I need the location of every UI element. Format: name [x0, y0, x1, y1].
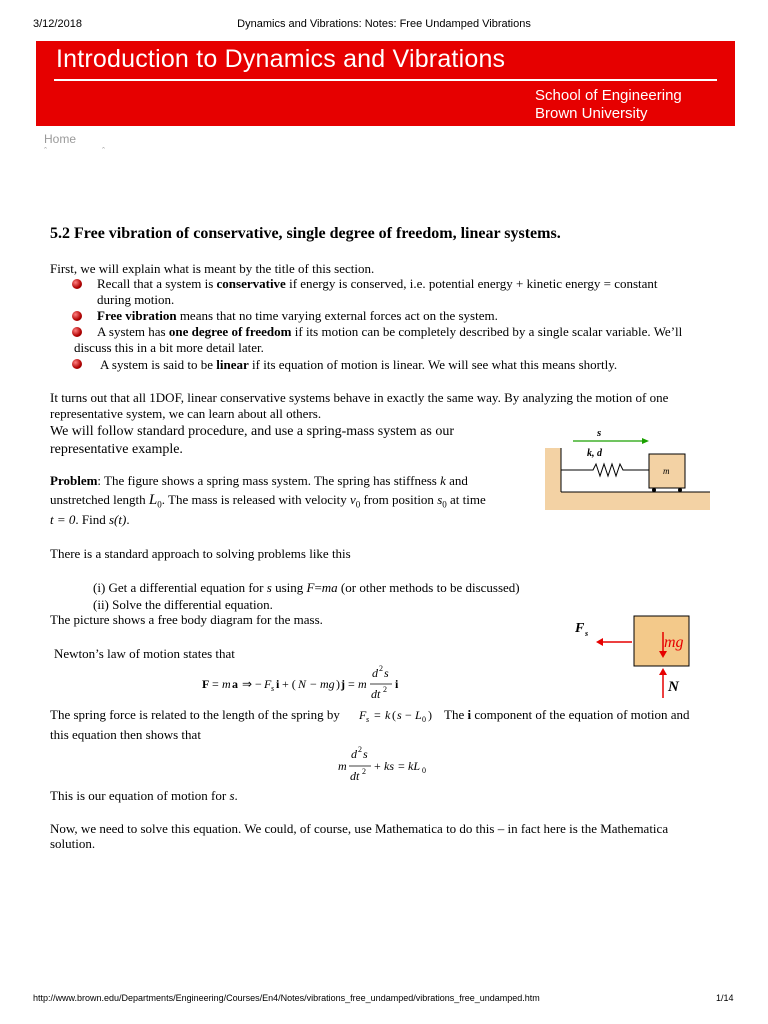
- svg-text:): ): [336, 677, 340, 691]
- svg-text:F: F: [264, 677, 272, 691]
- banner-school: School of Engineering: [535, 87, 682, 104]
- equation-of-motion: [336, 742, 446, 788]
- bullet-icon: [72, 327, 82, 337]
- svg-text:0: 0: [422, 766, 426, 775]
- step-2: (ii) Solve the differential equation.: [93, 597, 273, 612]
- svg-text:s: s: [384, 666, 389, 680]
- svg-text:m: m: [338, 759, 347, 773]
- step-1: (i) Get a differential equation for s using F=ma (or other methods to be discussed): [93, 580, 520, 595]
- svg-text:ks: ks: [384, 759, 394, 773]
- svg-text:(: (: [392, 708, 396, 722]
- bullet-dof-cont: discuss this in a bit more detail later.: [74, 340, 264, 355]
- svg-text:2: 2: [383, 685, 387, 694]
- spring-force-label: F: [575, 621, 585, 636]
- normal-force-label: N: [668, 679, 679, 695]
- spring-text-line1: The spring force is related to the length of the spring by: [50, 707, 340, 722]
- normal-force-arrowhead: [659, 668, 667, 675]
- svg-text:i: i: [276, 677, 280, 691]
- bullet-dof: A system has one degree of freedom if its motion can be completely described by a single scalar variable. We’ll: [97, 324, 683, 339]
- svg-text:F: F: [202, 677, 210, 691]
- para1-line1: It turns out that all 1DOF, linear conservative systems behave in exactly the same way. By analyzing the motion of one: [50, 390, 669, 405]
- bullet-conservative-cont: during motion.: [97, 292, 175, 307]
- solve-text-line1: Now, we need to solve this equation. We could, of course, use Mathematica to do this – in fact here is the Mathematica: [50, 821, 669, 836]
- svg-text:L: L: [415, 708, 422, 722]
- intro-text: First, we will explain what is meant by the title of this section.: [50, 261, 375, 276]
- spring-label: k, d: [587, 448, 602, 459]
- footer-url: http://www.brown.edu/Departments/Engineering/Courses/En4/Notes/vibrations_free_undamped/vibrations_free_undamped.htm: [33, 993, 540, 1003]
- spring-text-line1b: The i component of the equation of motion and: [444, 707, 690, 722]
- spring-text-line2: this equation then shows that: [50, 727, 201, 742]
- newton-equation: [200, 662, 420, 706]
- bullet-icon: [72, 311, 82, 321]
- nav-truncated-marks: ˆ ˆ: [44, 146, 106, 156]
- svg-text:j: j: [341, 677, 345, 691]
- newton-text: Newton’s law of motion states that: [54, 646, 235, 661]
- solve-text-line2: solution.: [50, 836, 96, 851]
- section-heading: 5.2 Free vibration of conservative, single degree of freedom, linear systems.: [50, 225, 561, 242]
- svg-text:): ): [428, 708, 432, 722]
- svg-text:N: N: [298, 677, 307, 691]
- banner-divider: [54, 79, 717, 81]
- para2-line1: We will follow standard procedure, and use a spring-mass system as our: [50, 424, 454, 439]
- svg-text:+: +: [374, 759, 381, 773]
- print-title: Dynamics and Vibrations: Notes: Free Undamped Vibrations: [237, 18, 531, 30]
- svg-text:0: 0: [422, 715, 426, 724]
- svg-text:+ (: + (: [282, 677, 296, 691]
- home-link[interactable]: Home: [44, 132, 77, 146]
- mass-label: m: [663, 466, 670, 476]
- spring-force-subscript: s: [585, 629, 589, 638]
- banner-university: Brown University: [535, 105, 648, 122]
- svg-text:⇒ −: ⇒ −: [242, 677, 262, 691]
- spring-mass-figure: [545, 424, 710, 510]
- position-arrowhead: [642, 438, 649, 444]
- svg-text:m: m: [222, 677, 231, 691]
- approach-text: There is a standard approach to solving problems like this: [50, 546, 351, 561]
- svg-text:mg: mg: [320, 677, 335, 691]
- svg-text:2: 2: [358, 745, 362, 754]
- bullet-icon: [72, 359, 82, 369]
- svg-text:=: =: [398, 759, 405, 773]
- bullet-conservative: Recall that a system is conservative if energy is conserved, i.e. potential energy + kinetic energy = constant: [97, 276, 658, 291]
- svg-text:dt: dt: [350, 769, 360, 783]
- free-body-diagram: [570, 614, 695, 704]
- spring-force-arrowhead: [596, 638, 603, 646]
- print-date: 3/12/2018: [33, 18, 82, 30]
- svg-text:a: a: [232, 677, 238, 691]
- svg-text:=: =: [212, 677, 219, 691]
- problem-line3: t = 0. Find s(t).: [50, 512, 130, 527]
- gravity-label: mg: [664, 634, 684, 651]
- svg-text:k: k: [385, 708, 391, 722]
- svg-text:=: =: [374, 708, 381, 722]
- svg-text:d: d: [372, 666, 378, 680]
- para2-line2: representative example.: [50, 442, 183, 457]
- wheel: [678, 488, 682, 492]
- svg-text:s: s: [363, 747, 368, 761]
- problem-line2: unstretched length $L_0$. The mass is released with velocity $v_0$ from position $s_0$ at time: [50, 492, 486, 510]
- svg-text:=: =: [348, 677, 355, 691]
- problem-line1: Problem: The figure shows a spring mass system. The spring has stiffness k and: [50, 473, 468, 488]
- para1-line2: representative system, we can learn about all others.: [50, 406, 322, 421]
- svg-text:dt: dt: [371, 687, 381, 701]
- svg-text:−: −: [405, 708, 412, 722]
- svg-text:F: F: [359, 708, 367, 722]
- svg-text:kL: kL: [408, 759, 420, 773]
- svg-text:−: −: [310, 677, 317, 691]
- svg-text:i: i: [395, 677, 399, 691]
- bullet-icon: [72, 279, 82, 289]
- svg-text:s: s: [366, 715, 370, 724]
- svg-text:m: m: [358, 677, 367, 691]
- footer-page-number: 1/14: [716, 993, 734, 1003]
- spring-force-equation: [355, 704, 445, 726]
- svg-text:2: 2: [379, 664, 383, 673]
- eom-text: This is our equation of motion for s.: [50, 788, 238, 803]
- bullet-free-vibration: Free vibration means that no time varying external forces act on the system.: [97, 308, 498, 323]
- fbd-text: The picture shows a free body diagram for the mass.: [50, 612, 323, 627]
- banner-title: Introduction to Dynamics and Vibrations: [56, 45, 506, 73]
- bullet-linear: A system is said to be linear if its equation of motion is linear. We will see what this means shortly.: [100, 357, 618, 372]
- svg-text:s: s: [397, 708, 402, 722]
- svg-text:d: d: [351, 747, 357, 761]
- wheel: [652, 488, 656, 492]
- svg-text:2: 2: [362, 767, 366, 776]
- site-banner: [36, 41, 735, 126]
- svg-text:s: s: [271, 684, 275, 693]
- position-label: s: [597, 427, 602, 439]
